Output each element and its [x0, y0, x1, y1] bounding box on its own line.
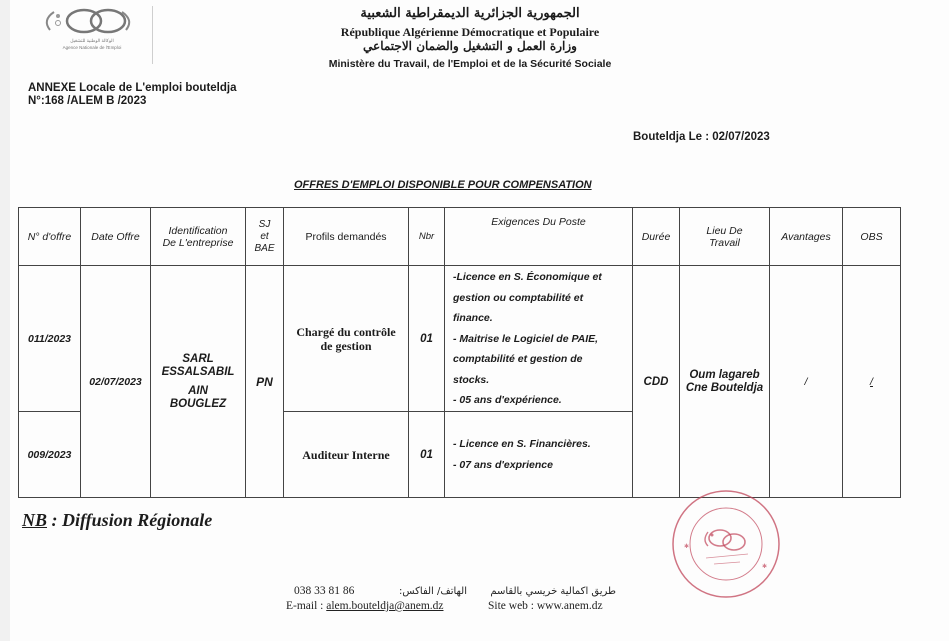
profile-line2: de gestion [320, 338, 372, 353]
location-line2: Cne Bouteldja [685, 381, 764, 394]
location-line1: Oum lagareb [689, 368, 760, 381]
company-line2: ESSALSABIL [161, 365, 235, 378]
phone-number: 038 33 81 86 [294, 585, 355, 597]
company-line1: SARL [182, 352, 214, 365]
observations: / [843, 266, 901, 498]
job-requirements [445, 266, 633, 412]
requirement-line: stocks. [453, 373, 490, 386]
annexe-name: ANNEXE Locale de L'emploi bouteldja [28, 82, 237, 94]
positions-count: 01 [409, 412, 445, 498]
republic-arabic: الجمهورية الجزائرية الديمقراطية الشعبية [360, 6, 580, 21]
header-date: Date Offre [81, 208, 151, 266]
job-offers-table [18, 207, 901, 498]
reference-number: N°:168 /ALEM B /2023 [28, 95, 147, 107]
header-place-line1: Lieu De [706, 224, 743, 237]
email-label: E-mail : [286, 600, 327, 612]
header-offer-no: N° d'offre [19, 208, 81, 266]
requirement-line: - Licence en S. Financières. [453, 438, 591, 450]
header-place [680, 208, 770, 266]
job-requirements [445, 412, 633, 498]
company-line3: AIN [188, 384, 208, 397]
website[interactable]: Site web : www.anem.dz [488, 600, 603, 612]
offer-number: 009/2023 [19, 412, 81, 498]
table-header-row [19, 208, 901, 266]
work-location [680, 266, 770, 498]
header-requirements: Exigences Du Poste [445, 208, 633, 266]
profile [284, 266, 409, 412]
document-page [10, 0, 949, 641]
nb-note [22, 510, 212, 531]
logo-arabic-text: الوكالة الوطنية للتشغيل [70, 38, 114, 43]
header-nbr: Nbr [409, 208, 445, 266]
ministry-french: Ministère du Travail, de l'Emploi et de la Sécurité Sociale [328, 58, 612, 70]
company-identification [151, 266, 246, 498]
requirement-line: -Licence en S. Économique et [453, 271, 602, 283]
republic-french: République Algérienne Démocratique et Populaire [340, 25, 600, 39]
official-stamp [670, 488, 782, 600]
profile: Auditeur Interne [284, 412, 409, 498]
document-title: OFFRES D'EMPLOI DISPONIBLE POUR COMPENSATION [294, 179, 592, 191]
header-sj-line2: et [260, 230, 269, 242]
phone-label-arabic: الهاتف/ الفاكس: [399, 586, 467, 597]
nb-text: : Diffusion Régionale [47, 510, 213, 530]
requirement-line: - Maitrise le Logiciel de PAIE, [453, 332, 599, 345]
email-line [286, 600, 444, 612]
email-link[interactable]: alem.bouteldja@anem.dz [326, 600, 444, 612]
header-divider [152, 6, 153, 64]
table-row [19, 266, 901, 412]
header-sj-line1: SJ [258, 218, 271, 230]
address-arabic: طريق اكمالية خريسي بالقاسم [490, 586, 616, 597]
positions-count: 01 [409, 266, 445, 412]
offer-date: 02/07/2023 [81, 266, 151, 498]
header-benefits: Avantages [770, 208, 843, 266]
profile-line1: Chargé du contrôle [296, 324, 396, 339]
requirement-line: gestion ou comptabilité et [453, 291, 584, 304]
svg-text:✱: ✱ [762, 564, 768, 570]
requirement-line: - 07 ans d'exprience [453, 458, 553, 471]
requirement-line: - 05 ans d'expérience. [453, 394, 562, 406]
header-company-line1: Identification [168, 224, 228, 237]
nb-label: NB [22, 510, 48, 530]
logo-french-text: Agence Nationale de l'Emploi [62, 45, 122, 50]
requirement-line: finance. [453, 312, 493, 324]
company-line4: BOUGLEZ [169, 397, 227, 410]
header-obs: OBS [843, 208, 901, 266]
benefits: / [770, 266, 843, 498]
header-sj-line3: BAE [254, 242, 275, 254]
document-date: Bouteldja Le : 02/07/2023 [633, 131, 770, 143]
ministry-arabic: وزارة العمل و التشغيل والضمان الاجتماعي [363, 39, 577, 53]
header-company [151, 208, 246, 266]
annexe-block [28, 82, 237, 108]
contract-duration: CDD [633, 266, 680, 498]
header-sj-bae [246, 208, 284, 266]
requirement-line: comptabilité et gestion de [453, 353, 583, 365]
header-duration: Durée [633, 208, 680, 266]
legal-status: PN [246, 266, 284, 498]
header-company-line2: De L'entreprise [162, 236, 234, 249]
header-place-line2: Travail [709, 236, 740, 249]
offer-number: 011/2023 [19, 266, 81, 412]
svg-text:✱: ✱ [684, 544, 690, 550]
header-profiles: Profils demandés [284, 208, 409, 266]
